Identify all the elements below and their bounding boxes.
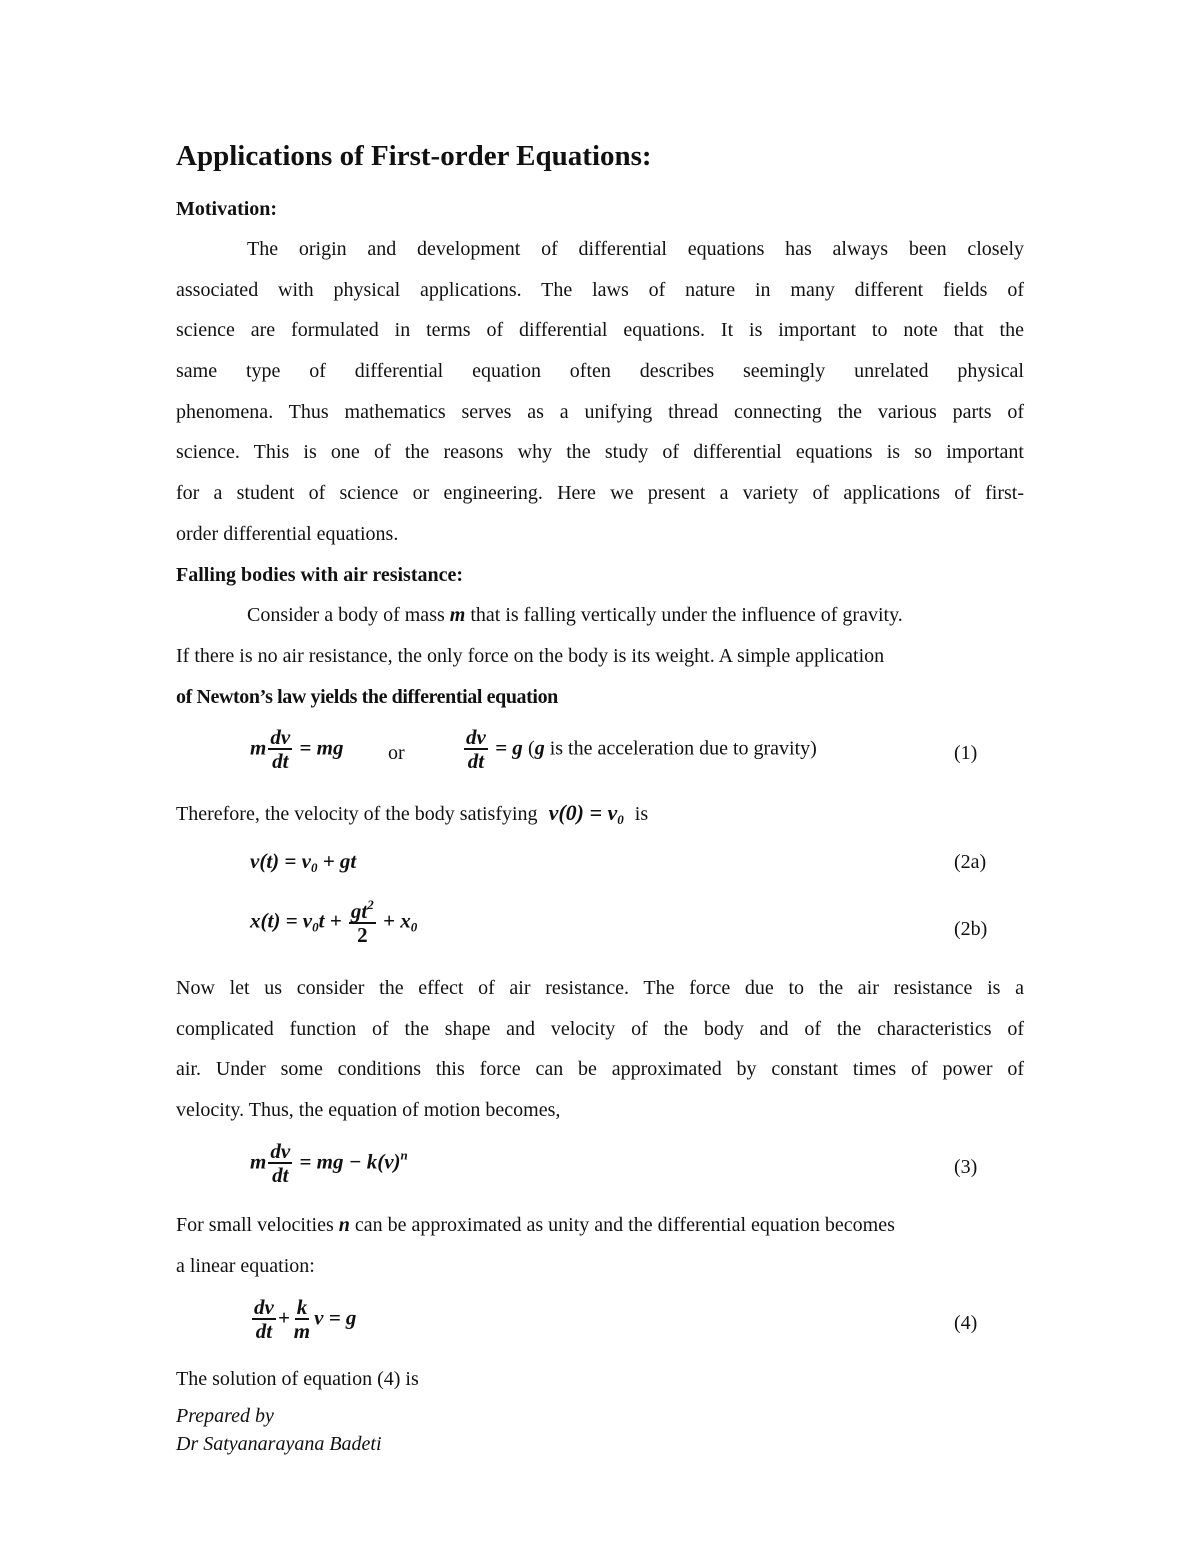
footer-author: Dr Satyanarayana Badeti — [176, 1433, 382, 1455]
small-post: can be approximated as unity and the differential equation becomes — [354, 1214, 895, 1236]
paragraph-line: Now let us consider the effect of air resistance. The force due to the air resistance is a — [176, 977, 1024, 999]
eq2b-sub2: 0 — [410, 919, 418, 935]
small-velocity-paragraph — [176, 1205, 1024, 1286]
eq1-or: or — [388, 742, 405, 764]
eq4-fraction-2 — [292, 1296, 312, 1343]
eq3-numerator: dv — [270, 1139, 291, 1163]
motivation-paragraph — [176, 229, 1024, 555]
eq2b-t: t + — [318, 908, 342, 933]
initial-condition — [549, 800, 624, 825]
eq2a-sub: 0 — [310, 860, 318, 875]
paragraph-line: phenomena. Thus mathematics serves as a unifying thread connecting the various parts of — [176, 400, 1024, 423]
falling-line1-pre: Consider a body of mass — [247, 604, 445, 626]
eq1-note: is the acceleration due to gravity) — [549, 737, 817, 760]
paragraph-line: air. Under some conditions this force can be approximated by constant times of power of — [176, 1058, 1024, 1081]
paragraph-line: for a student of science or engineering. Here we present a variety of applications of first- — [176, 482, 1024, 505]
paragraph-line: If there is no air resistance, the only force on the body is its weight. A simple application — [176, 644, 885, 667]
eq2b-num-text: gt — [350, 899, 368, 923]
eq2b-lhs: x(t) = v — [250, 908, 313, 933]
n-variable: n — [338, 1214, 350, 1236]
eq3-rhs: = mg − k(v) — [299, 1149, 401, 1174]
eq4-numerator-2: k — [296, 1295, 308, 1319]
eq4-denominator-1: dt — [255, 1319, 273, 1344]
eq2b-rhs: + x — [383, 908, 411, 933]
paragraph-line: velocity. Thus, the equation of motion becomes, — [176, 1099, 561, 1122]
eq2b-denominator: 2 — [357, 923, 368, 948]
paragraph-line: order differential equations. — [176, 522, 399, 545]
eq1-m: m — [250, 735, 267, 760]
eq1-rhs-2: = g — [495, 735, 523, 760]
eq2b-numerator — [349, 898, 376, 924]
motivation-heading: Motivation: — [176, 198, 278, 220]
falling-heading: Falling bodies with air resistance: — [176, 564, 464, 586]
eq3-m: m — [250, 1149, 267, 1174]
paragraph-line — [176, 595, 1024, 636]
condition-sub: 0 — [617, 812, 624, 827]
eq2a-lhs: v(t) = v — [250, 849, 311, 873]
eq4-numerator-1: dv — [254, 1295, 274, 1319]
footer-prepared-by: Prepared by — [176, 1405, 274, 1427]
eq1-fraction-2 — [464, 726, 488, 773]
mass-variable: m — [449, 604, 466, 626]
eq1-rhs: = mg — [299, 735, 344, 760]
paragraph-line: associated with physical applications. The laws of nature in many different fields of — [176, 278, 1024, 301]
eq1-numerator-2: dv — [466, 725, 486, 749]
eq3-fraction — [268, 1140, 292, 1187]
eq2a-number: (2a) — [954, 851, 987, 873]
therefore-pre: Therefore, the velocity of the body satisfying — [176, 803, 538, 825]
paragraph-line: complicated function of the shape and velocity of the body and of the characteristics of — [176, 1017, 1024, 1040]
eq1-g: g — [534, 737, 545, 760]
eq3-number: (3) — [954, 1156, 978, 1178]
eq4-plus: + — [277, 1305, 290, 1330]
eq2b-sub: 0 — [312, 919, 319, 935]
eq4-denominator-2: m — [293, 1319, 311, 1344]
eq2b-number: (2b) — [954, 918, 988, 940]
eq3-denominator: dt — [272, 1163, 289, 1188]
eq1-paren: ( — [528, 737, 535, 760]
eq1-numerator: dv — [270, 725, 291, 749]
eq1-number: (1) — [954, 742, 978, 764]
eq2a-rhs: + gt — [322, 849, 357, 873]
eq4-rhs: v = g — [314, 1305, 357, 1330]
eq1-fraction — [268, 726, 292, 773]
paragraph-line — [176, 1205, 1024, 1246]
solution-line: The solution of equation (4) is — [176, 1368, 419, 1390]
eq4-fraction-1 — [252, 1296, 276, 1343]
paragraph-line: same type of differential equation often describes seemingly unrelated physical — [176, 360, 1024, 383]
paragraph-line: science. This is one of the reasons why the study of differential equations is so important — [176, 441, 1024, 464]
therefore-post: is — [634, 803, 649, 825]
eq4-number: (4) — [954, 1312, 978, 1334]
footer — [176, 1402, 382, 1458]
eq1-denominator-2: dt — [467, 749, 485, 774]
falling-line1-post: that is falling vertically under the influence of gravity. — [470, 604, 903, 626]
condition-text: v(0) = v — [548, 800, 618, 825]
eq1-denominator: dt — [272, 749, 289, 774]
eq2b-fraction — [349, 898, 376, 947]
air-resistance-paragraph — [176, 968, 1024, 1131]
newton-law-line: of Newton’s law yields the differential equation — [176, 686, 558, 708]
paragraph-line: The origin and development of differential equations has always been closely — [247, 238, 1024, 260]
eq2b-sup: 2 — [367, 897, 374, 912]
page-title: Applications of First-order Equations: — [176, 140, 652, 172]
paragraph-line: science are formulated in terms of differential equations. It is important to note that the — [176, 319, 1024, 342]
therefore-line — [176, 800, 648, 828]
small-pre: For small velocities — [176, 1214, 334, 1236]
falling-paragraph — [176, 595, 1024, 676]
eq3-sup: n — [400, 1147, 408, 1163]
paragraph-line: a linear equation: — [176, 1254, 315, 1277]
